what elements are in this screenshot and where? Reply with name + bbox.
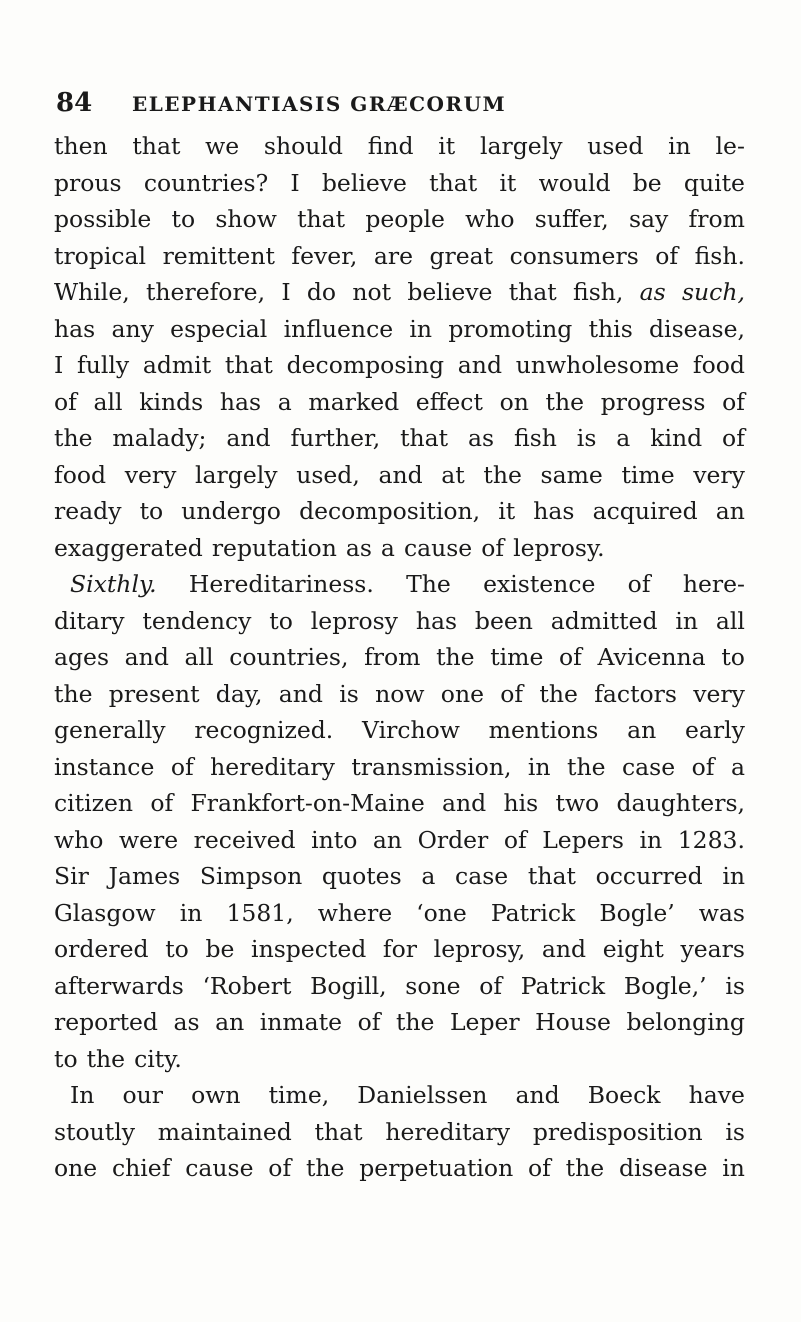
text-line: exaggerated reputation as a cause of leprosy. bbox=[54, 533, 605, 562]
text-line: to the city. bbox=[54, 1044, 182, 1073]
text-line: Sixthly. Hereditariness. The existence of here- bbox=[70, 570, 745, 598]
text-line: the present day, and is now one of the factors very bbox=[54, 679, 745, 708]
text-line: Sir James Simpson quotes a case that occurred in bbox=[54, 862, 745, 890]
text-line: food very largely used, and at the same time very bbox=[54, 460, 745, 489]
text-line: While, therefore, I do not believe that fish, as such, bbox=[54, 278, 745, 306]
text-line: stoutly maintained that hereditary predisposition is bbox=[54, 1117, 745, 1146]
text-line: the malady; and further, that as fish is a kind of bbox=[54, 424, 745, 452]
text-line: afterwards ‘Robert Bogill, sone of Patrick Bogle,’ is bbox=[54, 971, 745, 1000]
text-line: prous countries? I believe that it would be quite bbox=[54, 168, 745, 197]
text-line: reported as an inmate of the Leper House belonging bbox=[54, 1008, 745, 1036]
text-line: generally recognized. Virchow mentions an early bbox=[54, 716, 745, 744]
page-header bbox=[56, 88, 745, 118]
text-line: ordered to be inspected for leprosy, and eight years bbox=[54, 935, 745, 963]
text-line: ready to undergo decomposition, it has acquired an bbox=[54, 497, 745, 525]
text-line: citizen of Frankfort-on-Maine and his two daughters, bbox=[54, 789, 745, 817]
running-head: ELEPHANTIASIS GRÆCORUM bbox=[132, 92, 507, 116]
text-line: tropical remittent fever, are great consumers of fish. bbox=[54, 241, 745, 270]
text-line: has any especial influence in promoting this disease, bbox=[54, 314, 745, 343]
text-line: Glasgow in 1581, where ‘one Patrick Bogle’ was bbox=[54, 898, 745, 927]
text-line: one chief cause of the perpetuation of the disease in bbox=[54, 1154, 745, 1182]
body-text bbox=[54, 128, 745, 1187]
text-line: I fully admit that decomposing and unwholesome food bbox=[54, 351, 745, 379]
text-line: then that we should find it largely used in le- bbox=[54, 132, 745, 160]
text-line: ditary tendency to leprosy has been admitted in all bbox=[54, 606, 745, 635]
text-line: instance of hereditary transmission, in the case of a bbox=[54, 752, 745, 781]
text-line: possible to show that people who suffer, say from bbox=[54, 205, 745, 233]
text-line: ages and all countries, from the time of Avicenna to bbox=[54, 643, 745, 671]
text-line: who were received into an Order of Lepers in 1283. bbox=[54, 825, 745, 854]
text-line: of all kinds has a marked effect on the progress of bbox=[54, 387, 745, 416]
text-line: In our own time, Danielssen and Boeck have bbox=[70, 1081, 745, 1109]
page-number: 84 bbox=[56, 88, 93, 118]
